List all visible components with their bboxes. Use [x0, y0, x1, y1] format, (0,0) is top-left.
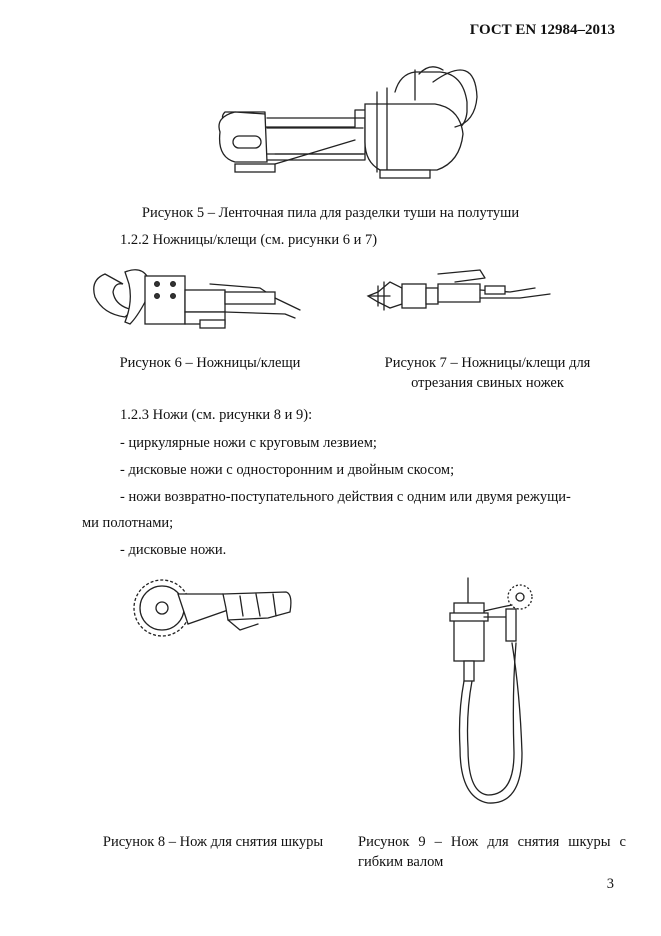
page-number: 3: [606, 876, 614, 892]
bullet-disc-knives-bevel: - дисковые ножи с односторонним и двойным скосом;: [120, 462, 455, 478]
document-header: ГОСТ EN 12984–2013: [469, 22, 615, 38]
bullet-disc-knives: - дисковые ножи.: [120, 542, 227, 558]
figure-8-caption: Рисунок 8 – Нож для снятия шкуры: [102, 834, 324, 850]
shears-illustration: [85, 262, 305, 342]
figure-7-caption-line2: отрезания свиных ножек: [411, 375, 564, 391]
bullet-circular-knives: - циркулярные ножи с круговым лезвием;: [120, 435, 377, 451]
section-1-2-3: 1.2.3 Ножи (см. рисунки 8 и 9):: [120, 407, 313, 423]
flexible-shaft-knife-illustration: [440, 573, 540, 818]
band-saw-illustration: [205, 62, 495, 182]
figure-9-caption-line2: гибким валом: [358, 854, 444, 870]
section-1-2-2: 1.2.2 Ножницы/клещи (см. рисунки 6 и 7): [120, 232, 378, 248]
figure-9-caption-line1: Рисунок 9 – Нож для снятия шкуры с: [358, 834, 626, 850]
bullet-reciprocating-knives-line2: ми полотнами;: [82, 515, 174, 531]
figure-6-caption: Рисунок 6 – Ножницы/клещи: [119, 355, 301, 371]
bullet-reciprocating-knives-line1: - ножи возвратно-поступательного действия с одним или двумя режущи-: [120, 489, 571, 505]
figure-7-caption-line1: Рисунок 7 – Ножницы/клещи для: [384, 355, 591, 371]
figure-5-caption: Рисунок 5 – Ленточная пила для разделки туши на полутуши: [141, 205, 520, 221]
skinning-knife-illustration: [128, 572, 298, 652]
pig-feet-shears-illustration: [360, 264, 560, 324]
